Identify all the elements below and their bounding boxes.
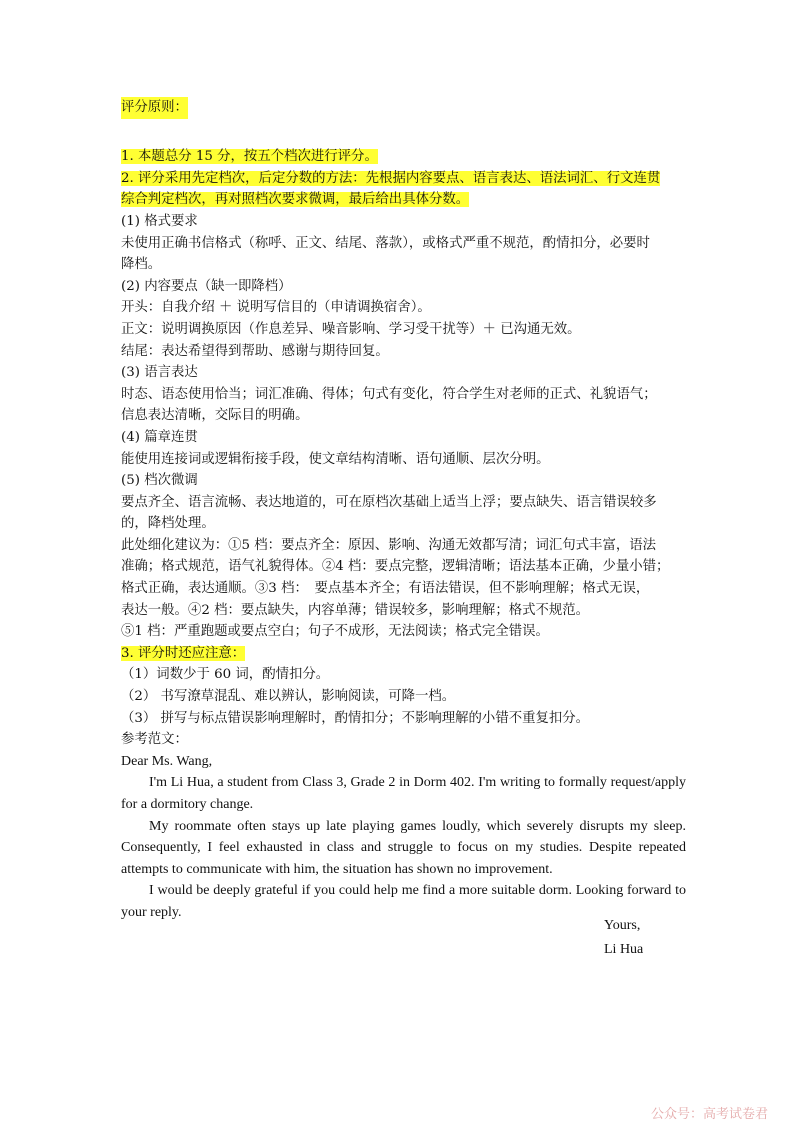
letter-signature: Li Hua [604,942,644,957]
letter-paragraph-1: I'm Li Hua, a student from Class 3, Grade 2 in Dorm 402. I'm writing to formally request/apply for a dormitory change. [121,775,686,812]
note-2: （2） 书写潦草混乱、难以辨认，影响阅读，可降一档。 [121,689,456,705]
section-5-text-f: 表达一般。④2 档：要点缺失，内容单薄；错误较多，影响理解；格式不规范。 [121,602,590,618]
section-5-text-b: 的，降档处理。 [121,516,215,532]
rule-1: 1. 本题总分 15 分，按五个档次进行评分。 [121,149,378,165]
section-5-text-a: 要点齐全、语言流畅、表达地道的，可在原档次基础上适当上浮；要点缺失、语言错误较多 [121,494,657,510]
section-1-text-a: 未使用正确书信格式（称呼、正文、结尾、落款），或格式严重不规范，酌情扣分，必要时 [121,235,650,251]
section-3-title: (3) 语言表达 [121,365,198,381]
section-1-title: (1) 格式要求 [121,213,198,229]
section-2-opening: 开头：自我介绍 ＋ 说明写信目的（申请调换宿舍）。 [121,300,431,316]
section-1-text-b: 降档。 [121,257,162,273]
watermark: 公众号：高考试卷君 [650,1107,768,1122]
section-5-text-e: 格式正确，表达通顺。③3 档： 要点基本齐全；有语法错误，但不影响理解；格式无误， [121,581,650,597]
rule-2-line-a: 2. 评分采用先定档次，后定分数的方法：先根据内容要点、语言表达、语法词汇、行文连贯 [121,170,661,186]
section-5-text-g: ⑤1 档：严重跑题或要点空白；句子不成形，无法阅读；格式完全错误。 [121,624,549,640]
section-3-text-a: 时态、语态使用恰当；词汇准确、得体；句式有变化，符合学生对老师的正式、礼貌语气； [121,386,657,402]
letter-closing: Yours, [604,918,641,933]
section-3-text-b: 信息表达清晰，交际目的明确。 [121,408,309,424]
letter-paragraph-3: I would be deeply grateful if you could help me find a more suitable dorm. Looking forward to your reply. [121,883,686,920]
section-5-text-d: 准确；格式规范，语气礼貌得体。②4 档：要点完整，逻辑清晰；语法基本正确，少量小错； [121,559,670,575]
rule-2-line-b: 综合判定档次，再对照档次要求微调，最后给出具体分数。 [121,192,470,208]
letter-salutation: Dear Ms. Wang, [121,753,213,769]
section-2-body: 正文：说明调换原因（作息差异、噪音影响、学习受干扰等）＋ 已沟通无效。 [121,321,581,337]
section-5-title: (5) 档次微调 [121,473,198,489]
section-5-text-c: 此处细化建议为：①5 档：要点齐全：原因、影响、沟通无效都写清；词汇句式丰富，语法 [121,537,657,553]
grading-heading: 评分原则： [121,97,188,119]
sample-label: 参考范文： [121,732,188,748]
section-2-title: (2) 内容要点（缺一即降档） [121,278,292,294]
note-1: （1）词数少于 60 词，酌情扣分。 [121,667,330,683]
document-body [121,97,686,924]
letter-paragraph-2: My roommate often stays up late playing games loudly, which severely disrupts my sleep. Consequently, I feel exhausted in class and struggle to focus on my studies. Despite repeated attempts to communicate with him, the situation has shown no improvement. [121,818,686,877]
section-4-text: 能使用连接词或逻辑衔接手段，使文章结构清晰、语句通顺、层次分明。 [121,451,550,467]
note-3: （3） 拼写与标点错误影响理解时，酌情扣分；不影响理解的小错不重复扣分。 [121,710,590,726]
notes-title: 3. 评分时还应注意： [121,645,246,661]
section-2-ending: 结尾：表达希望得到帮助、感谢与期待回复。 [121,343,389,359]
section-4-title: (4) 篇章连贯 [121,429,198,445]
